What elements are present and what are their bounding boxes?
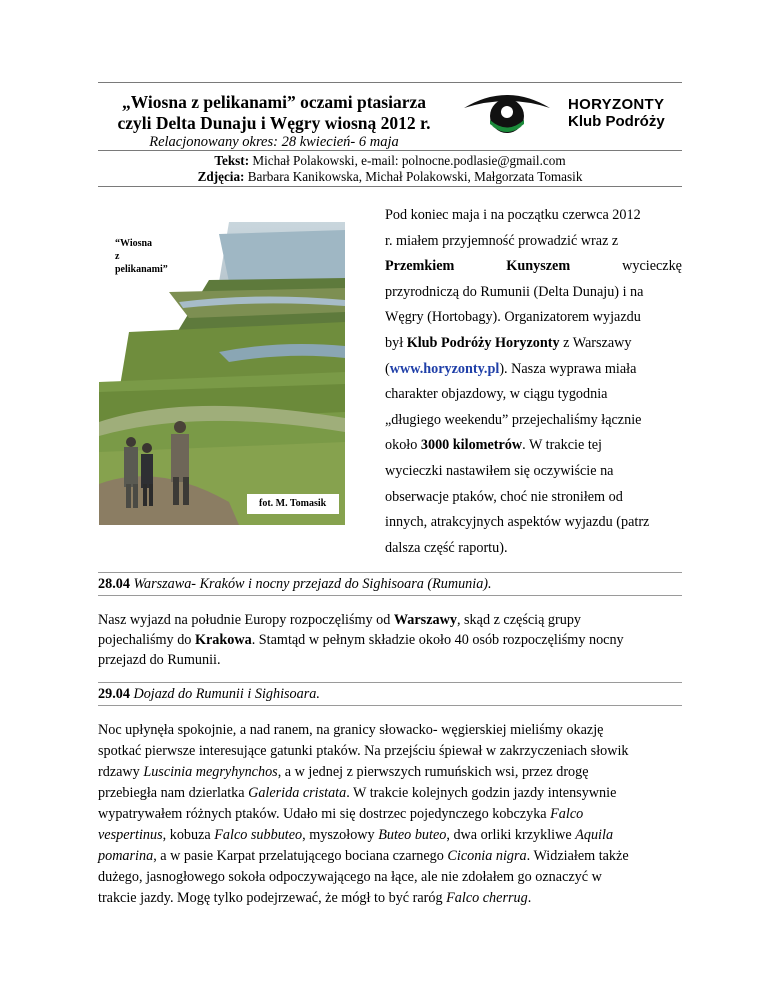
photo-caption-line2: z (115, 251, 120, 262)
section1-title: Warszawa- Kraków i nocny przejazd do Sighisoara (Rumunia). (129, 576, 492, 592)
intro-text: . W trakcie tej (522, 437, 602, 454)
section2-text: . Widziałem także (526, 848, 629, 864)
logo-text-club: Klub Podróży (568, 113, 665, 130)
organizer-website-link[interactable]: www.horyzonty.pl (389, 360, 500, 377)
credits-text-value: Michał Polakowski, e-mail: polnocne.podlasie@gmail.com (249, 153, 566, 168)
section2-heading (98, 685, 682, 703)
section1-heading (98, 575, 682, 593)
section1-line-2 (98, 630, 682, 650)
intro-line-8: charakter objazdowy, w ciągu tygodnia (385, 386, 608, 403)
header-mid-rule (98, 150, 682, 151)
section1-line-1 (98, 610, 682, 630)
section1-text: , skąd z częścią grupy (456, 612, 582, 628)
section1-line-3: przejazd do Rumunii. (98, 652, 221, 668)
intro-text: był (385, 335, 407, 351)
photo-caption-line1: “Wiosna (115, 238, 153, 249)
cover-photo (99, 222, 345, 525)
intro-line-2: r. miałem przyjemność prowadzić wraz z (385, 232, 619, 249)
intro-text: około (385, 437, 421, 454)
intro-line-7 (385, 360, 682, 378)
species-falco-subbuteo: Falco subbuteo (214, 827, 303, 843)
intro-line-14: dalsza część raportu). (385, 539, 508, 556)
section2-text: , dwa orliki krzykliwe (446, 827, 576, 843)
intro-line-6 (385, 334, 682, 352)
intro-line-11: wycieczki nastawiłem się oczywiście na (385, 463, 614, 479)
distance-total: 3000 kilometrów (420, 437, 523, 454)
horyzonty-logo (462, 86, 682, 138)
logo-text-brand: HORYZONTY (568, 96, 665, 113)
section2-line-9 (98, 888, 682, 908)
section2-text: przebiegła nam dzierlatka (98, 785, 249, 801)
intro-word: wycieczkę (622, 258, 682, 275)
species-vespertinus: vespertinus (98, 827, 163, 843)
credits-text-label: Tekst: (214, 153, 250, 168)
section2-line-3 (98, 762, 682, 782)
section1-text: pojechaliśmy do (98, 632, 195, 648)
guide-first-name: Przemkiem (385, 258, 455, 275)
intro-line-3 (385, 257, 682, 275)
intro-text: z Warszawy (559, 335, 632, 351)
section2-line-4 (98, 783, 682, 803)
intro-line-4: przyrodniczą do Rumunii (Delta Dunaju) i na (385, 283, 644, 300)
section2-text: , myszołowy (302, 827, 379, 843)
intro-text: ( (385, 360, 390, 377)
section2-text: . W trakcie kolejnych godzin jazdy intensywnie (346, 785, 617, 801)
credits-photos-label: Zdjęcia: (197, 169, 245, 184)
species-ciconia: Ciconia nigra (447, 848, 527, 864)
reporting-period: Relacjonowany okres: 28 kwiecień- 6 maja (149, 134, 399, 150)
document-title-line2: czyli Delta Dunaju i Węgry wiosną 2012 r. (117, 113, 431, 133)
section2-line-6 (98, 825, 682, 845)
photo-credit-text: fot. M. Tomasik (259, 498, 327, 509)
species-galerida: Galerida cristata (248, 785, 347, 801)
section2-text: wypatrywałem różnych ptaków. Udało mi się dostrzec pojedynczego kobczyka (98, 806, 551, 822)
section1-text: Nasz wyjazd na południe Europy rozpoczęliśmy od (98, 612, 394, 628)
intro-line-9: „długiego weekendu” przejechaliśmy łącznie (385, 411, 642, 428)
section2-top-rule (98, 682, 682, 683)
organizer-name: Klub Podróży Horyzonty (406, 335, 560, 351)
document-title-line1: „Wiosna z pelikanami” oczami ptasiarza (122, 92, 426, 112)
credits-text-line (98, 152, 682, 169)
section2-text: , kobuza (162, 827, 215, 843)
species-aquila: Aquila (575, 827, 614, 843)
section2-line-7 (98, 846, 682, 866)
section2-line-1: Noc upłynęła spokojnie, a nad ranem, na granicy słowacko- węgierskiej mieliśmy okazję (98, 722, 604, 738)
section2-title: Dojazd do Rumunii i Sighisoara. (129, 686, 320, 702)
section1-bottom-rule (98, 595, 682, 596)
section2-text: . (527, 890, 532, 906)
photo-caption-line3: pelikanami” (115, 264, 168, 275)
species-buteo: Buteo buteo (378, 827, 447, 843)
section1-text: . Stamtąd w pełnym składzie około 40 osób rozpoczęliśmy nocny (251, 632, 624, 648)
credits-photos-line (98, 168, 682, 185)
section2-line-2: spotkać pierwsze interesujące gatunki ptaków. Na przejściu śpiewał w zakrzyczeniach słowik (98, 743, 629, 759)
section2-text: rdzawy (98, 764, 144, 780)
section2-text: trakcie jazdy. Mogę tylko podejrzewać, że mógł to być raróg (98, 890, 447, 906)
section2-date: 29.04 (98, 686, 130, 702)
intro-text: ). Nasza wyprawa miała (499, 360, 637, 377)
species-falco-genus: Falco (550, 806, 584, 822)
place-krakow: Krakowa (194, 632, 252, 648)
section2-line-8: dużego, jasnogłowego sokoła odpoczywającego na łące, ale nie zdołałem go oznaczyć w (98, 869, 602, 885)
header-top-rule (98, 82, 682, 83)
credits-photos-value: Barbara Kanikowska, Michał Polakowski, Małgorzata Tomasik (244, 169, 583, 184)
section1-date: 28.04 (98, 576, 130, 592)
section1-top-rule (98, 572, 682, 573)
section2-text: , a w pasie Karpat przelatującego bociana czarnego (153, 848, 448, 864)
species-pomarina: pomarina (98, 848, 154, 864)
place-warszawa: Warszawy (393, 612, 457, 628)
intro-line-12: obserwacje ptaków, choć nie stroniłem od (385, 488, 623, 505)
intro-line-5: Węgry (Hortobagy). Organizatorem wyjazdu (385, 309, 641, 326)
intro-line-1: Pod koniec maja i na początku czerwca 2012 (385, 207, 641, 223)
guide-last-name: Kunyszem (506, 258, 571, 275)
section2-bottom-rule (98, 705, 682, 706)
section2-text: , a w jednej z pierwszych rumuńskich wsi, przez drogę (277, 764, 589, 780)
intro-line-13: innych, atrakcyjnych aspektów wyjazdu (patrz (385, 514, 650, 531)
species-falco-cherrug: Falco cherrug (446, 890, 528, 906)
header-bottom-rule (98, 186, 682, 187)
intro-line-10 (385, 436, 682, 454)
species-luscinia: Luscinia megryhynchos (143, 764, 278, 780)
section2-line-5 (98, 804, 682, 824)
